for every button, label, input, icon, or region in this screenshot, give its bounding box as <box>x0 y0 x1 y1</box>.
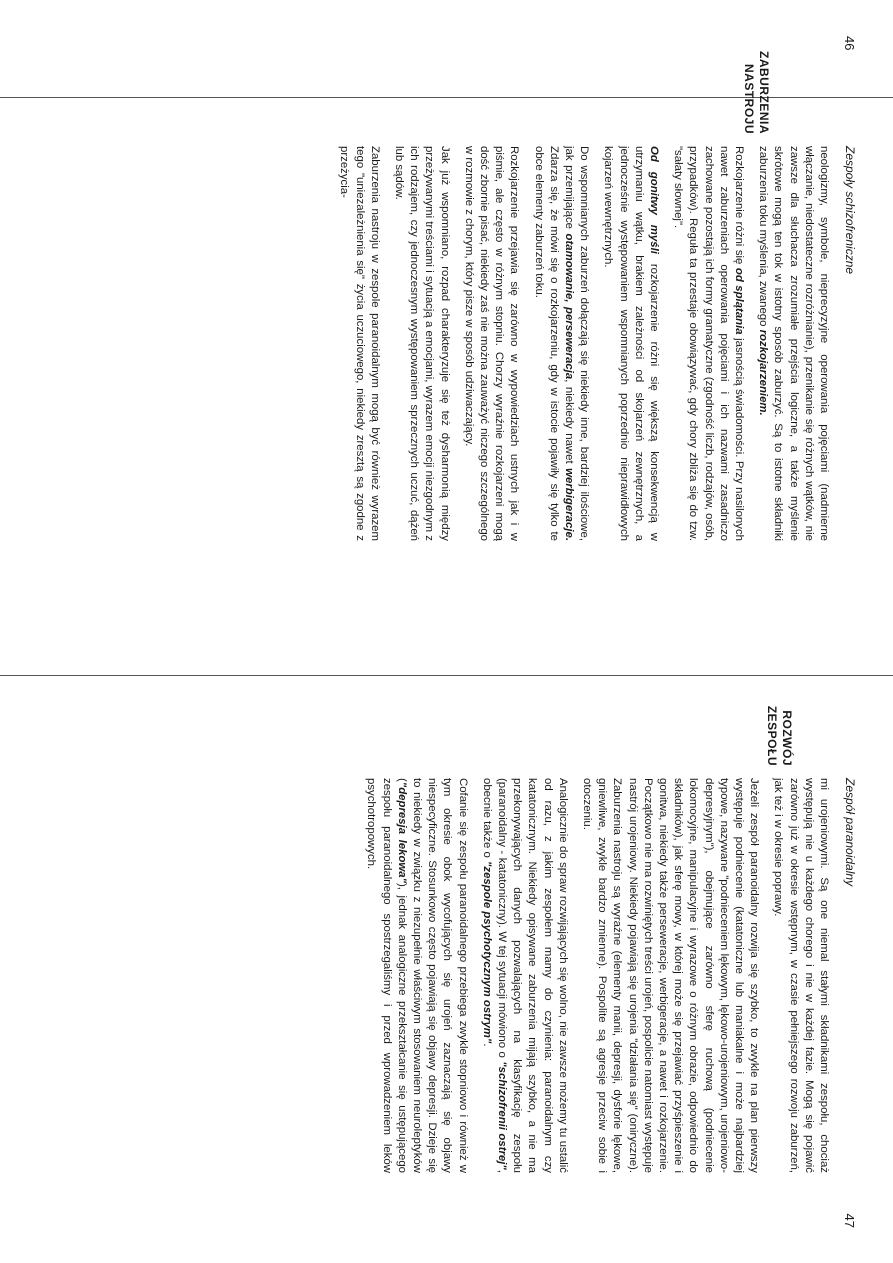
page-46-frame <box>27 16 867 616</box>
text-run: Jak już wspomniano, rozpad charakteryzuje się też dysharmonią między przeżywanymi treściami i sytuacją a emocjami, wyrazem emocji niezgodnym z ich rodzajem, czy jednoczesnym występowaniem sprzecznych uczuć, dążeń lub sądów. <box>392 146 451 541</box>
paragraph <box>460 146 521 541</box>
page-47 <box>0 632 893 1263</box>
paragraph <box>600 146 661 541</box>
running-head: Zespoły schizofreniczne <box>842 146 857 275</box>
text-run: ), jednak analogiczne przekształcanie się ustępującego zespołu paranoidalnego spostrzegaliśmy i przed wprowadzeniem leków psychotropowych. <box>364 777 408 1173</box>
text-run: Cofanie się zespołu paranoidalnego przebiega zwykle stopniowo i również w tym okresie obok wycofujących się urojeń zaznaczają się objawy niespecyficzne. Stosunkowo często pojawiają się objawy depresji. Dzieje się to niekiedy w związku z niezupełnie właściwym stosowaniem neuroleptyków ( <box>395 777 469 1173</box>
paragraph <box>530 146 591 541</box>
running-head: Zespół paranoidalny <box>842 777 857 886</box>
text-run: mi urojeniowymi. Są one niemal stałymi składnikami zespołu, chociaż występują nie u każdego chorego i nie w każdej fazie. Mogą się pojawić zarówno już w okresie wstępnym, w czasie pełniejszego rozwoju zaburzeń, jak też i w okresie poprawy. <box>771 777 830 1173</box>
paragraph <box>669 146 745 541</box>
paragraph <box>754 146 830 541</box>
margin-heading-line: NASTROJU <box>741 63 756 134</box>
paragraph <box>336 146 382 541</box>
page-47-body <box>354 778 831 1173</box>
text-run: Rozkojarzenie różni się <box>732 146 745 268</box>
text-run: Do wspomnianych zaburzeń dołączają się niekiedy inne, bardziej ilościowe, jak przemijające <box>562 146 590 541</box>
page-47-frame <box>27 648 867 1248</box>
text-run: , obecnie także o <box>480 777 508 1173</box>
margin-heading-line: ZESPOŁU <box>764 705 779 766</box>
text-run: Rozkojarzenie przejawia się zarówno w wypowiedziach ustnych jak i w piśmie, ale często w różnym stopniu. Chorzy wyraźnie rozkojarzeni mogą dość zbornie pisać, niekiedy zaś nie można zauważyć niczego szczególnego w rozmowie z chorym, który pisze w sposób udziwaczający. <box>462 146 520 541</box>
text-run: rozkojarzenie różni się większą konsekwencją w utrzymaniu wątku, brakiem zależności od skojarzeń zewnętrznych, a jednocześnie występowaniem wspomnianych poprzednio nieprawidłowych kojarzeń wewnętrznych. <box>601 146 660 541</box>
text-run: Zaburzenia nastroju w zespole paranoidalnym mogą być również wyrazem tego "uniezależnienia się" życia uczuciowego, niekiedy zresztą są zgodne z przeżycia- <box>337 146 381 541</box>
emphasized-term: "depresja lekowa" <box>395 781 408 883</box>
emphasized-term: "schizofrenii ostrej" <box>495 1060 508 1170</box>
emphasized-term: "zespole psychotycznym ostrym" <box>480 860 493 1043</box>
page-number: 47 <box>841 1213 857 1228</box>
emphasized-term: werbigeracje. <box>562 468 575 541</box>
text-run: jasnością świadomości. Przy nasilonych nawet zaburzeniach operowania pojęciami i ich nazwami zasadniczo zachowane pozostają ich formy gramatyczne (zgodność liczb, rodzajów, osób, przypadków). Reguła ta przestaje obowiązywać, gdy chory zbliża się do tzw. "sałaty słownej". <box>671 146 745 541</box>
paragraph <box>770 778 831 1173</box>
page-46-body <box>327 146 831 541</box>
page-number: 46 <box>841 36 857 51</box>
page-46-header <box>837 16 857 616</box>
emphasized-term: otamowanie, perseweracja <box>562 233 575 380</box>
page-47-header <box>837 648 857 1248</box>
text-run: Jeżeli zespół paranoidalny rozwija się szybko, to zwykle na plan pierwszy występuje podniecenie (katatoniczne lub maniakalne i może najbardziej typowe, nazywane "podnieceniem lękowym, lękowo-urojeniowym, urojeniowo-depresyjnym"), obejmujące zarówno sferę ruchową (podniecenie lokomocyjne, manipulacyjne i wyrazowe o różnym obrazie, odpowiednio do składników), jak sferę mowy, w której może się przejawiać przyśpieszenie i gonitwa, niekiedy także perseweracje, werbigeracje, a nawet i rozkojarzenie. Początkowo nie ma rozwiniętych treści urojeń, pospolicie natomiast występuje nastrój urojeniowy. Niekiedy pojawiają się urojenia "działania się" (oniryczne). Zaburzenia nastroju są wyraźne (elementy manii, depresji, dysforie lękowe, gniewliwe, zwykle bardzo zmienne). Pospolite są agresje przeciw sobie i otoczeniu. <box>580 777 760 1173</box>
text-run: . <box>480 1042 493 1046</box>
margin-heading-line: ROZWÓJ <box>779 709 794 766</box>
margin-heading-zaburzenia-nastroju <box>741 24 771 134</box>
paragraph <box>390 146 451 541</box>
paragraph <box>363 778 469 1173</box>
text-run: Zdarza się, że mówi się o rozkojarzeniu, gdy w istocie pojawiły się tylko te obce elementy zaburzeń toku. <box>532 146 560 541</box>
emphasized-term: Od gonitwy myśli <box>647 146 660 254</box>
paragraph <box>578 778 760 1173</box>
text-run: neologizmy, symbole, nieprecyzyjne operowania pojęciami (nadmierne włączanie, niedostateczne rozróżnianie), przenikanie się różnych wątków, nie zawsze dla słuchacza zrozumiałe przejścia logiczne, a także myślenie skrótowe mogą ten tok w istotny sposób zaburzyć. Są to istotne składniki zaburzenia toku myślenia, zwanego <box>756 146 830 541</box>
margin-heading-rozwoj-zespolu <box>764 656 794 766</box>
text-run: Analogicznie do spraw rozwijających się wolno, nie zawsze możemy tu ustalić od razu, z jakim zespołem mamy do czynienia: paranoidalnym czy katatonicznym. Niekiedy opisywane zaburzenia mijają szybko, a nie ma przekonywających danych pozwalających na klasyfikację zespołu (paranoidalny - katatoniczny). W tej sytuacji mówiono o <box>495 777 569 1173</box>
margin-heading-line: ZABURZENIA <box>756 51 771 134</box>
emphasized-term: od splątania <box>732 267 745 335</box>
text-run: , niekiedy nawet <box>562 379 575 469</box>
emphasized-term: rozkojarzeniem. <box>756 329 769 416</box>
paragraph <box>478 778 569 1173</box>
